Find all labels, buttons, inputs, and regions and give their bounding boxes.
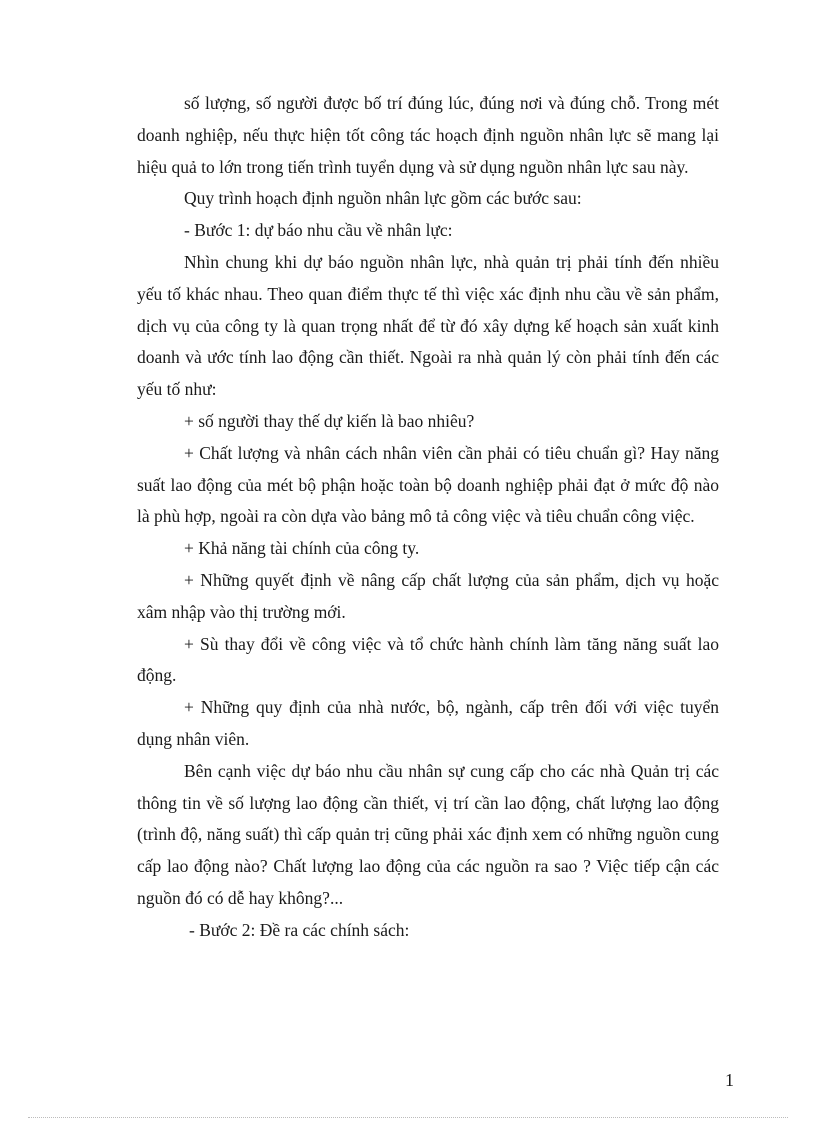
list-item-quality-upgrade: + Những quyết định về nâng cấp chất lượng của sản phẩm, dịch vụ hoặc xâm nhập vào thị trường mới. <box>137 569 719 622</box>
paragraph-step-2-heading: - Bước 2: Đề ra các chính sách: <box>189 919 410 940</box>
footer-divider <box>28 1117 788 1118</box>
list-item-work-changes: + Sù thay đổi về công việc và tổ chức hành chính làm tăng năng suất lao động. <box>137 633 719 686</box>
paragraph-step-1-heading: - Bước 1: dự báo nhu cầu về nhân lực: <box>184 220 453 241</box>
paragraph-labor-supply: Bên cạnh việc dự báo nhu cầu nhân sự cung cấp cho các nhà Quản trị các thông tin về số lượng lao động cần thiết, vị trí cần lao động, chất lượng lao động (trình độ, năng suất) thì cấp quản trị cũng phải xác định xem có những nguồn cung cấp lao động nào? Chất lượng lao động của các nguồn ra sao ? Việc tiếp cận các nguồn đó có dễ hay không?... <box>137 760 719 908</box>
list-item-financial-capacity: + Khả năng tài chính của công ty. <box>184 538 420 559</box>
list-item-quality-standards: + Chất lượng và nhân cách nhân viên cần phải có tiêu chuẩn gì? Hay năng suất lao động của mét bộ phận hoặc toàn bộ doanh nghiệp phải đạt ở mức độ nào là phù hợp, ngoài ra còn dựa vào bảng mô tả công việc và tiêu chuẩn công việc. <box>137 442 719 527</box>
paragraph-process-intro: Quy trình hoạch định nguồn nhân lực gồm các bước sau: <box>184 188 582 209</box>
paragraph-intro-continuation: số lượng, số người được bố trí đúng lúc, đúng nơi và đúng chỗ. Trong mét doanh nghiệp, nếu thực hiện tốt công tác hoạch định nguồn nhân lực sẽ mang lại hiệu quả to lớn trong tiến trình tuyển dụng và sử dụng nguồn nhân lực sau này. <box>137 93 719 177</box>
paragraph-forecast-overview: Nhìn chung khi dự báo nguồn nhân lực, nhà quản trị phải tính đến nhiều yếu tố khác nhau. Theo quan điểm thực tế thì việc xác định nhu cầu về sản phẩm, dịch vụ của công ty là quan trọng nhất để từ đó xây dựng kế hoạch sản xuất kinh doanh và ước tính lao động cần thiết. Ngoài ra nhà quản lý còn phải tính đến các yếu tố như: <box>137 251 719 400</box>
document-body <box>137 88 719 947</box>
page-number: 1 <box>725 1070 734 1090</box>
list-item-replacement-count: + số người thay thế dự kiến là bao nhiêu? <box>184 410 475 431</box>
list-item-regulations: + Những quy định của nhà nước, bộ, ngành, cấp trên đối với việc tuyển dụng nhân viên. <box>137 697 719 749</box>
